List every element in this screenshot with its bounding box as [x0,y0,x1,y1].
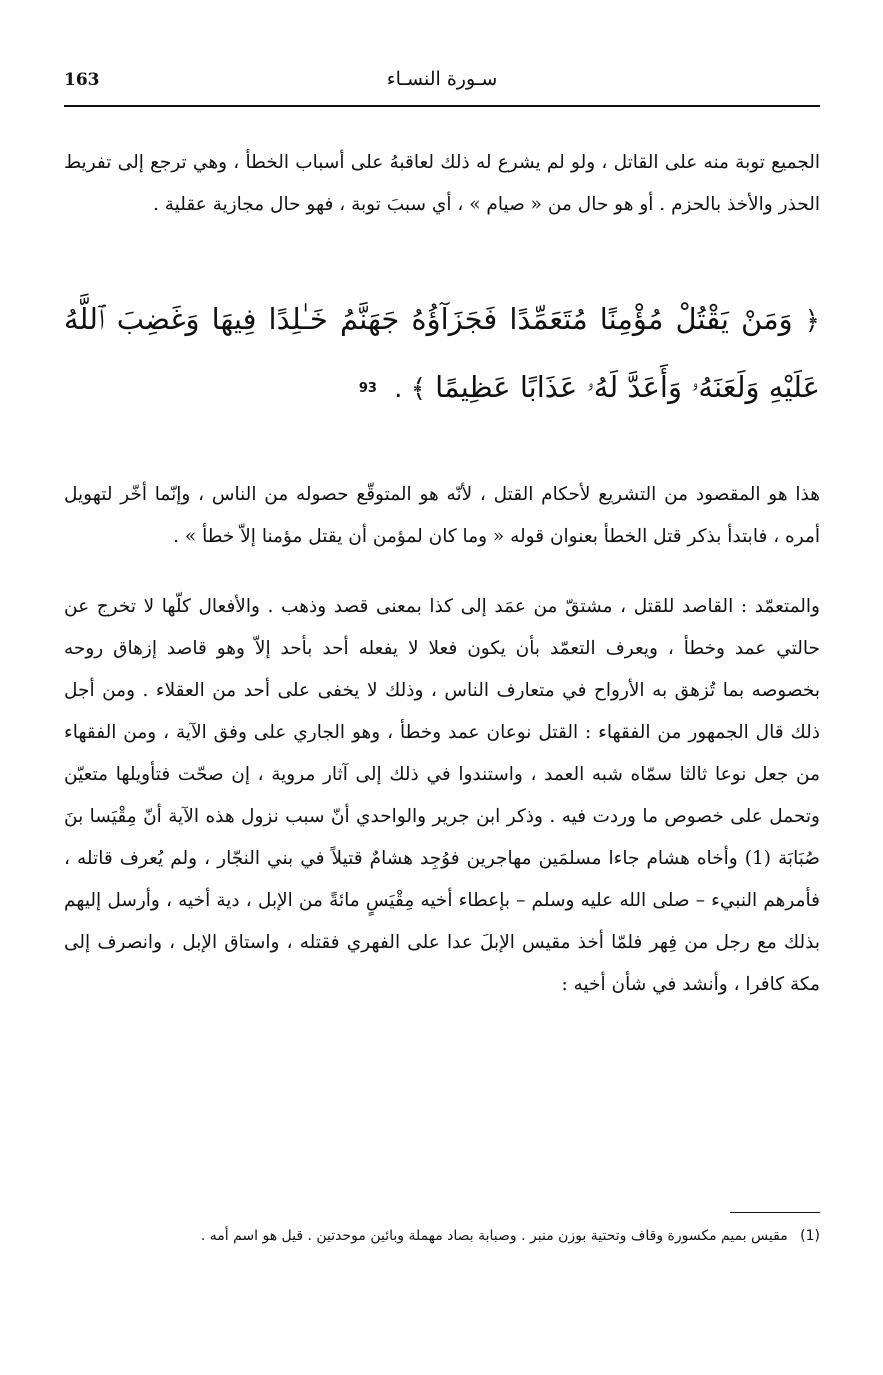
page-number: 163 [64,70,100,90]
quran-verse [64,286,820,422]
tafsir-paragraph: والمتعمّد : القاصد للقتل ، مشتقّ من عمَد إلى كذا بمعنى قصد وذهب . والأفعال كلّها لا تخرج عن حالتي عمد وخطأ ، ويعرف التعمّد بأن يكون فعلا لا يفعله أحد بأحد إلاّ وهو قاصد إزهاق روحه بخصوصه بما تُزهق به الأرواح في متعارف الناس ، وذلك لا يخفى على أحد من العقلاء . ومن أجل ذلك قال الجمهور من الفقهاء : القتل نوعان عمد وخطأ ، وهو الجاري على وفق الآية ، ومن الفقهاء من جعل نوعا ثالثا سمّاه شبه العمد ، واستندوا في ذلك إلى آثار مروية ، إن صحّت فتأويلها متعيّن وتحمل على خصوص ما وردت فيه . وذكر ابن جرير والواحدي أنّ سبب نزول هذه الآية أنّ مِقْيَسا بنَ صُبَابَة (1) وأخاه هشام جاءا مسلمَين مهاجرين فوُجِد هشامٌ قتيلاً في بني النجّار ، ولم يُعرف قاتله ، فأمرهم النبيء – صلى الله عليه وسلم – بإعطاء أخيه مِقْيَسٍ مائةً من الإبل ، دية أخيه ، وأرسل إليهم بذلك مع رجل من فِهر فلمّا أخذ مقيس الإبلَ عدا على الفهري فقتله ، واستاق الإبل ، وانصرف إلى مكة كافرا ، وأنشد في شأن أخيه : [64,596,821,995]
verse-text: وَمَنْ يَقْتُلْ مُؤْمِنًا مُتَعَمِّدًا فَجَزَآؤُهُ جَهَنَّمُ خَـٰلِدًا فِيهَا وَغَضِبَ ٱللَّهُ عَلَيْهِ وَلَعَنَهُۥ وَأَعَدَّ لَهُۥ عَذَابًا عَظِيمًا [64,302,820,404]
header-rule [64,105,820,107]
tafsir-paragraph: هذا هو المقصود من التشريع لأحكام القتل ، لأنّه هو المتوقّع حصوله من الناس ، وإنّما أخّر لتهويل أمره ، فابتدأ بذكر قتل الخطأ بعنوان قوله « وما كان لمؤمن أن يقتل مؤمنا إلاّ خطأ » . [64,484,820,547]
footnote [64,1221,820,1251]
surah-title: سـورة النسـاء [386,68,498,90]
book-page [64,56,820,1346]
verse-open-bracket: ﴿ [804,306,821,336]
intro-paragraph: الجميع توبة منه على القاتل ، ولو لم يشرع له ذلك لعاقبهُ على أسباب الخطأ ، وهي ترجع إلى تفريط الحذر والأخذ بالحزم . أو هو حال من « صيام » ، أي سببَ توبة ، فهو حال مجازية عقلية . [64,152,820,215]
footnote-text: مقيس بميم مكسورة وقاف وتحتية بوزن منبر . وصبابة بصاد مهملة وبائين موحدتين . قيل هو اسم أمه . [200,1228,788,1244]
verse-close-bracket: ﴾ . [394,374,426,404]
footnote-rule [730,1212,820,1213]
page-header [64,56,820,102]
verse-number: 93 [358,381,377,396]
footnote-marker: (1) [800,1228,820,1244]
